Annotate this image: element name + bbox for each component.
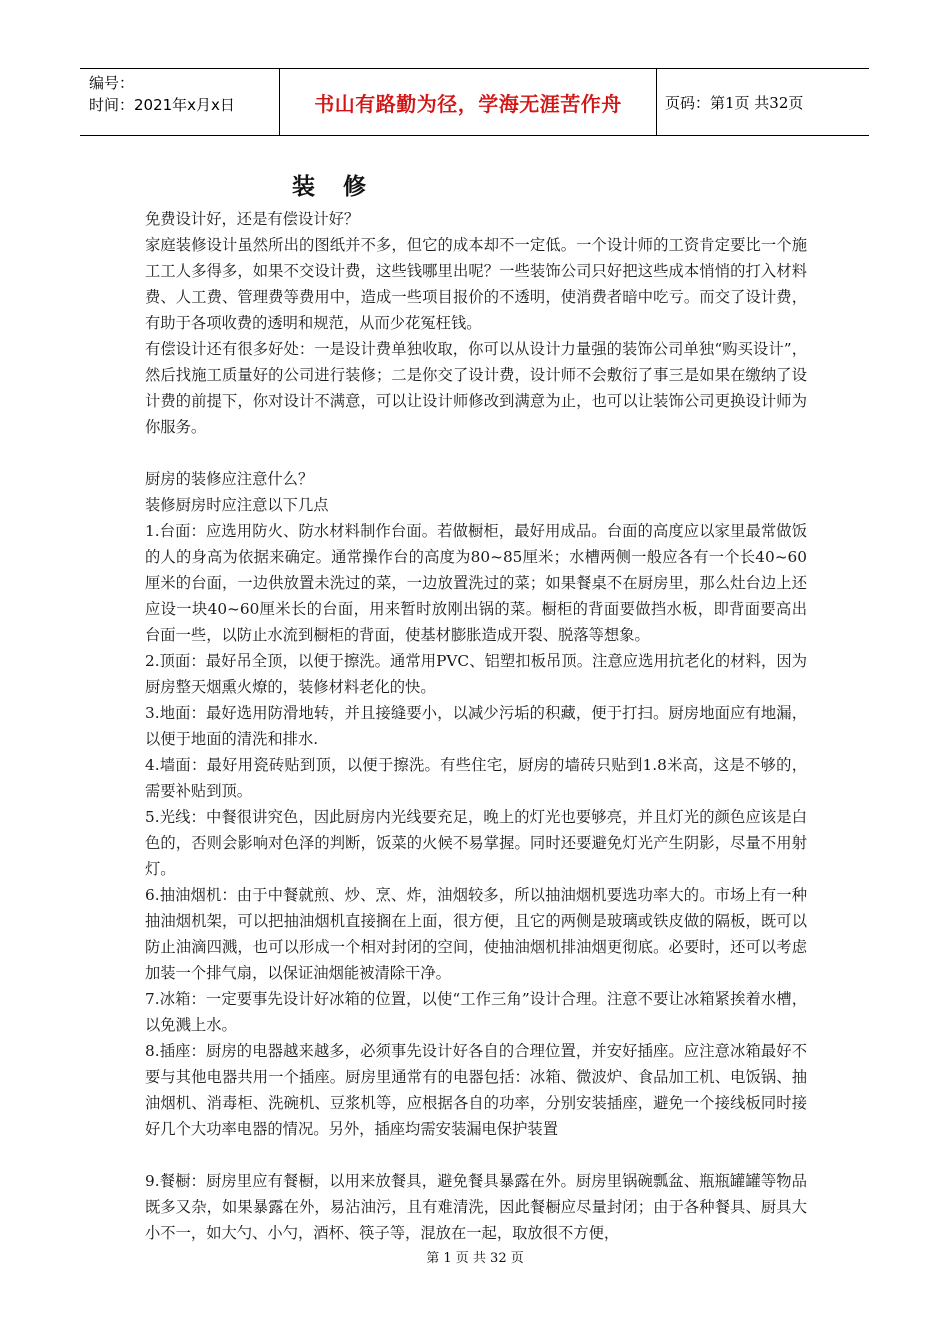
document-number-label: 编号： xyxy=(89,74,135,92)
header-page-cell xyxy=(657,69,869,135)
page-footer: 第 1 页 共 32 页 xyxy=(426,1251,524,1266)
paragraph: 5.光线：中餐很讲究色，因此厨房内光线要充足，晚上的灯光也要够亮，并且灯光的颜色应该是白色的，否则会影响对色泽的判断，饭菜的火候不易掌握。同时还要避免灯光产生阴影，尽量不用射灯。 xyxy=(145,808,807,878)
header-motto-cell xyxy=(280,69,657,135)
paragraph: 2.顶面：最好吊全顶，以便于擦洗。通常用PVC、铝塑扣板吊顶。注意应选用抗老化的材料，因为厨房整天烟熏火燎的，装修材料老化的快。 xyxy=(145,652,807,696)
document-date: 时间：2021年x月x日 xyxy=(89,96,235,114)
paragraph: 4.墙面：最好用瓷砖贴到顶，以便于擦洗。有些住宅，厨房的墙砖只贴到1.8米高，这是不够的，需要补贴到顶。 xyxy=(145,756,807,800)
paragraph: 9.餐橱：厨房里应有餐橱，以用来放餐具，避免餐具暴露在外。厨房里锅碗瓢盆、瓶瓶罐罐等物品既多又杂，如果暴露在外，易沾油污，且有难清洗，因此餐橱应尽量封闭；由于各种餐具、厨具大小不一，如大勺、小勺，酒杯、筷子等，混放在一起，取放很不方便， xyxy=(145,1172,807,1242)
document-body xyxy=(145,206,807,1246)
motto-text: 书山有路勤为径，学海无涯苦作舟 xyxy=(314,91,622,116)
paragraph: 装修厨房时应注意以下几点 xyxy=(145,496,329,514)
header-meta xyxy=(80,69,280,135)
paragraph: 1.台面：应选用防火、防水材料制作台面。若做橱柜，最好用成品。台面的高度应以家里最常做饭的人的身高为依据来确定。通常操作台的高度为80~85厘米；水槽两侧一般应各有一个长40~60厘米的台面，一边供放置未洗过的菜，一边放置洗过的菜；如果餐桌不在厨房里，那么灶台边上还应设一块40~60厘米长的台面，用来暂时放刚出锅的菜。橱柜的背面要做挡水板，即背面要高出台面一些，以防止水流到橱柜的背面，使基材膨胀造成开裂、脱落等想象。 xyxy=(145,522,807,644)
paragraph-gap xyxy=(145,1142,807,1168)
paragraph: 6.抽油烟机：由于中餐就煎、炒、烹、炸，油烟较多，所以抽油烟机要选功率大的。市场上有一种抽油烟机架，可以把抽油烟机直接搁在上面，很方便，且它的两侧是玻璃或铁皮做的隔板，既可以防止油滴四溅，也可以形成一个相对封闭的空间，使抽油烟机排油烟更彻底。必要时，还可以考虑加装一个排气扇，以保证油烟能被清除干净。 xyxy=(145,886,807,982)
paragraph: 有偿设计还有很多好处：一是设计费单独收取，你可以从设计力量强的装饰公司单独“购买设计”，然后找施工质量好的公司进行装修；二是你交了设计费，设计师不会敷衍了事三是如果在缴纳了设计费的前提下，你对设计不满意，可以让设计师修改到满意为止，也可以让装饰公司更换设计师为你服务。 xyxy=(145,340,807,436)
paragraph: 厨房的装修应注意什么？ xyxy=(145,470,314,488)
paragraph-gap xyxy=(145,440,807,466)
paragraph: 8.插座：厨房的电器越来越多，必须事先设计好各自的合理位置，并安好插座。应注意冰箱最好不要与其他电器共用一个插座。厨房里通常有的电器包括：冰箱、微波炉、食品加工机、电饭锅、抽油烟机、消毒柜、洗碗机、豆浆机等，应根据各自的功率，分别安装插座，避免一个接线板同时接好几个大功率电器的情况。另外，插座均需安装漏电保护装置 xyxy=(145,1042,807,1138)
page-info: 页码：第1页 共32页 xyxy=(665,93,804,112)
paragraph: 3.地面：最好选用防滑地转，并且接缝要小，以减少污垢的积藏，便于打扫。厨房地面应有地漏，以便于地面的清洗和排水. xyxy=(145,704,807,748)
paragraph: 免费设计好，还是有偿设计好？ xyxy=(145,210,360,228)
header-table xyxy=(80,68,869,136)
paragraph: 家庭装修设计虽然所出的图纸并不多，但它的成本却不一定低。一个设计师的工资肯定要比一个施工工人多得多，如果不交设计费，这些钱哪里出呢？一些装饰公司只好把这些成本悄悄的打入材料费、人工费、管理费等费用中，造成一些项目报价的不透明，使消费者暗中吃亏。而交了设计费，有助于各项收费的透明和规范，从而少花冤枉钱。 xyxy=(145,236,807,332)
paragraph: 7.冰箱：一定要事先设计好冰箱的位置，以使“工作三角”设计合理。注意不要让冰箱紧挨着水槽，以免溅上水。 xyxy=(145,990,807,1034)
document-title: 装修 xyxy=(292,174,394,200)
